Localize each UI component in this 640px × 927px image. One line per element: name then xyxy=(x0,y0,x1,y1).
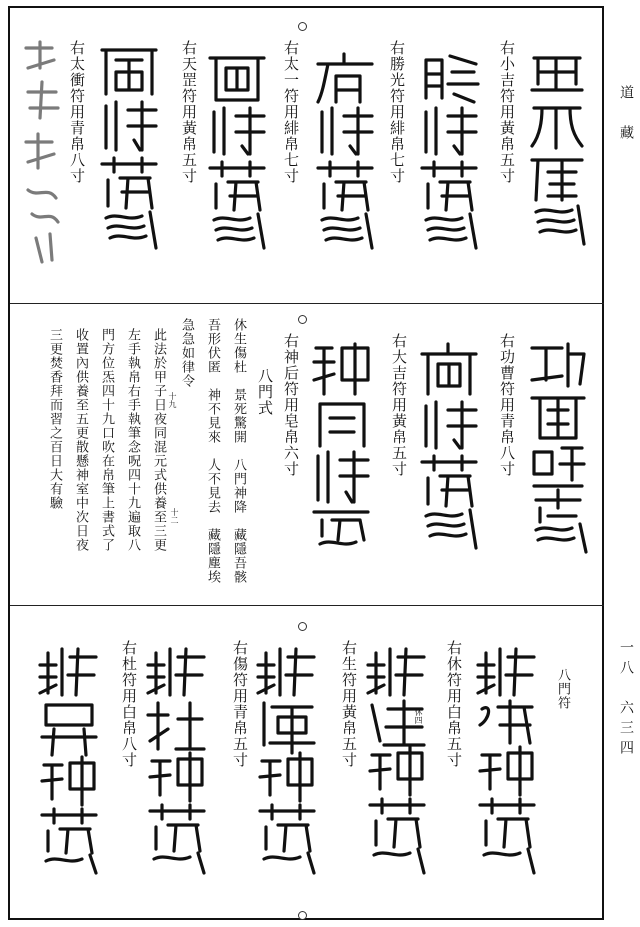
caption-taiyi: 右太一符用緋帛七寸 xyxy=(282,40,300,184)
talisman-glyph-icon xyxy=(366,645,428,875)
binding-hole-icon xyxy=(298,22,307,31)
caption-gongcao: 右功曹符用青帛八寸 xyxy=(498,333,516,477)
caption-daji: 右大吉符用黃帛五寸 xyxy=(390,333,408,477)
caption-shenhou: 右神后符用皂帛六寸 xyxy=(282,333,300,477)
margin-title: 道 藏 xyxy=(618,85,634,145)
talisman-glyph-icon xyxy=(256,645,318,875)
incantation-line-2: 吾形伏匿 神不見來 人不見去 藏隱塵埃 xyxy=(205,318,220,584)
talisman-glyph-icon xyxy=(314,50,376,250)
talisman-glyph-icon xyxy=(418,50,480,250)
talisman-glyph-icon xyxy=(98,40,160,250)
talisman-glyph-icon xyxy=(528,50,586,250)
method-line-3: 門方位炁四十九口吹在帛筆上書式了 xyxy=(99,328,114,552)
talisman-glyph-icon xyxy=(528,340,588,555)
method-line-1: 此法於甲子日夜同混元式供養至三更 xyxy=(151,328,166,552)
heading-bamen-fu: 八門符 xyxy=(555,668,570,710)
caption-xiaoji: 右小吉符用黃帛五寸 xyxy=(498,40,516,184)
caption-shengguang: 右勝光符用緋帛七寸 xyxy=(388,40,406,184)
binding-hole-icon xyxy=(298,622,307,631)
margin-page-number: 一八 六三四 xyxy=(618,640,634,760)
section-divider-lower xyxy=(10,605,604,606)
talisman-glyph-icon xyxy=(418,340,480,555)
talisman-glyph-icon xyxy=(206,50,268,250)
talisman-glyph-icon xyxy=(476,645,538,875)
talisman-glyph-icon xyxy=(38,645,100,875)
incantation-line-3: 急急如律令 xyxy=(179,318,194,388)
method-line-2: 左手執帛右手執筆念呪四十九遍取八 xyxy=(125,328,140,552)
method-line-4: 收置內供養至五更散懸神室中次日夜 xyxy=(73,328,88,552)
caption-shang: 右傷符用青帛五寸 xyxy=(231,640,249,768)
caption-sheng: 右生符用黃帛五寸 xyxy=(340,640,358,768)
method-line-5: 三更焚香拜而習之百日大有驗 xyxy=(47,328,62,510)
talisman-glyph-icon xyxy=(146,645,208,875)
talisman-glyph-icon xyxy=(22,38,66,268)
binding-hole-icon xyxy=(298,315,307,324)
margin-note: 休四 xyxy=(414,708,423,724)
incantation-line-1: 休生傷杜 景死驚開 八門神降 藏隱吾骸 xyxy=(231,318,246,584)
margin-note: 十二 xyxy=(170,508,179,524)
heading-bamen-shi: 八門式 xyxy=(256,368,274,416)
binding-hole-icon xyxy=(298,911,307,920)
caption-tiangang: 右天罡符用黃帛五寸 xyxy=(180,40,198,184)
caption-taichong: 右太衝符用青帛八寸 xyxy=(68,40,86,184)
section-divider-upper xyxy=(10,303,604,304)
caption-du: 右杜符用白帛八寸 xyxy=(120,640,138,768)
caption-xiu: 右休符用白帛五寸 xyxy=(445,640,463,768)
margin-note: 十九 xyxy=(168,392,177,408)
talisman-glyph-icon xyxy=(310,340,372,555)
